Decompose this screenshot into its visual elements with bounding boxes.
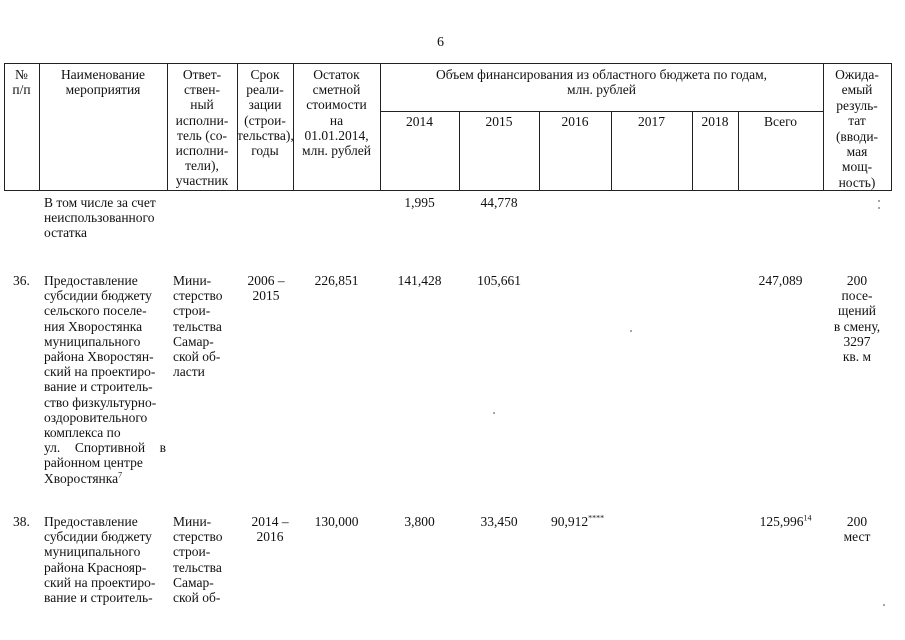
row38-name-line: муниципального <box>44 544 141 560</box>
row38-2015: 33,450 <box>480 514 518 529</box>
row38-2016-footnote-ref: **** <box>588 513 605 523</box>
header-bottom-border <box>4 190 891 191</box>
row36-name-last <box>44 471 166 486</box>
row38-result: 200 мест <box>843 514 871 545</box>
table-top-border <box>4 63 891 64</box>
header-year-2016: 2016 <box>561 114 589 129</box>
header-funding-title: Объем финансирования из областного бюджета по годам, млн. рублей <box>435 67 768 98</box>
header-year-2014: 2014 <box>406 114 433 129</box>
row38-2014: 3,800 <box>404 514 435 529</box>
header-year-2017: 2017 <box>638 114 665 129</box>
row36-name-line: ский на проектиро- <box>44 364 156 380</box>
row38-name-line: субсидии бюджету <box>44 529 152 545</box>
row36-name-line: оздоровительного <box>44 409 148 425</box>
scan-speck <box>883 604 885 606</box>
header-num: № п/п <box>12 67 31 98</box>
row36-name-line: субсидии бюджету <box>44 288 152 304</box>
scan-speck <box>493 412 495 414</box>
scan-speck <box>630 330 632 332</box>
funding-title-underline <box>380 111 823 112</box>
row36-name-line: ство физкультурно- <box>44 394 157 410</box>
header-year-2015: 2015 <box>485 114 513 129</box>
col-line-12 <box>891 63 892 191</box>
row36-name-line: ния Хворостянка <box>44 318 143 334</box>
scan-speck <box>878 207 880 209</box>
row36-name-line: сельского поселе- <box>44 303 147 319</box>
row36-name <box>44 273 166 486</box>
row36-num: 36. <box>13 273 30 288</box>
row38-2016-value: 90,912 <box>551 514 589 529</box>
row38-total-value: 125,996 <box>759 514 804 529</box>
row36-name-line: ул. Спортивной в <box>44 440 166 456</box>
row36-remainder: 226,851 <box>314 273 359 288</box>
header-result: Ожида- емый резуль- тат (вводи- мая мощ- ность) <box>835 67 879 190</box>
scan-speck <box>878 200 880 202</box>
row36-executor: Мини- стерство строи- тельства Самар- ской об- ласти <box>173 273 223 380</box>
header-name: Наименование мероприятия <box>60 67 146 98</box>
row38-num: 38. <box>13 514 30 529</box>
row38-name <box>44 514 166 605</box>
row36-name-line: района Хворостян- <box>44 349 154 365</box>
row36-footnote-ref: 7 <box>118 470 123 480</box>
row38-executor: Мини- стерство строи- тельства Самар- ской об- <box>173 514 223 606</box>
header-remainder: Остаток сметной стоимости на 01.01.2014, млн. рублей <box>302 67 371 159</box>
row36-2014: 141,428 <box>397 273 442 288</box>
header-total: Всего <box>763 114 798 129</box>
row36-total: 247,089 <box>758 273 803 288</box>
row38-remainder: 130,000 <box>314 514 359 529</box>
subrow-label: В том числе за счет неиспользованного остатка <box>44 195 156 241</box>
row38-name-line: Предоставление <box>44 514 138 529</box>
row38-2016 <box>551 514 626 529</box>
header-term: Срок реали- зации (строи- тельства), годы <box>237 67 294 159</box>
row36-name-line: районном центре <box>44 455 143 471</box>
page-number: 6 <box>437 35 444 50</box>
row36-name-line: Предоставление <box>44 273 138 288</box>
row36-result: 200 посе- щений в смену, 3297 кв. м <box>833 273 881 365</box>
row38-name-line: ский на проектиро- <box>44 574 156 590</box>
row36-2015: 105,661 <box>477 273 521 288</box>
row36-term: 2006 – 2015 <box>247 273 285 304</box>
row38-total <box>738 514 833 529</box>
row36-name-line: Хворостянка <box>44 470 119 486</box>
row36-name-line: комплекса по <box>44 425 121 441</box>
row38-total-footnote-ref: 14 <box>803 513 812 523</box>
row38-term: 2014 – 2016 <box>251 514 289 545</box>
subrow-2014: 1,995 <box>404 195 435 210</box>
subrow-2015: 44,778 <box>480 195 518 210</box>
row38-name-line: вание и строитель- <box>44 590 153 606</box>
row36-name-line: муниципального <box>44 333 141 349</box>
header-year-2018: 2018 <box>701 114 729 129</box>
row38-name-line: района Краснояр- <box>44 559 147 575</box>
header-executor: Ответ- ствен- ный исполни- тель (со- исполни- тели), участник <box>175 67 229 189</box>
row36-name-line: вание и строитель- <box>44 379 153 395</box>
